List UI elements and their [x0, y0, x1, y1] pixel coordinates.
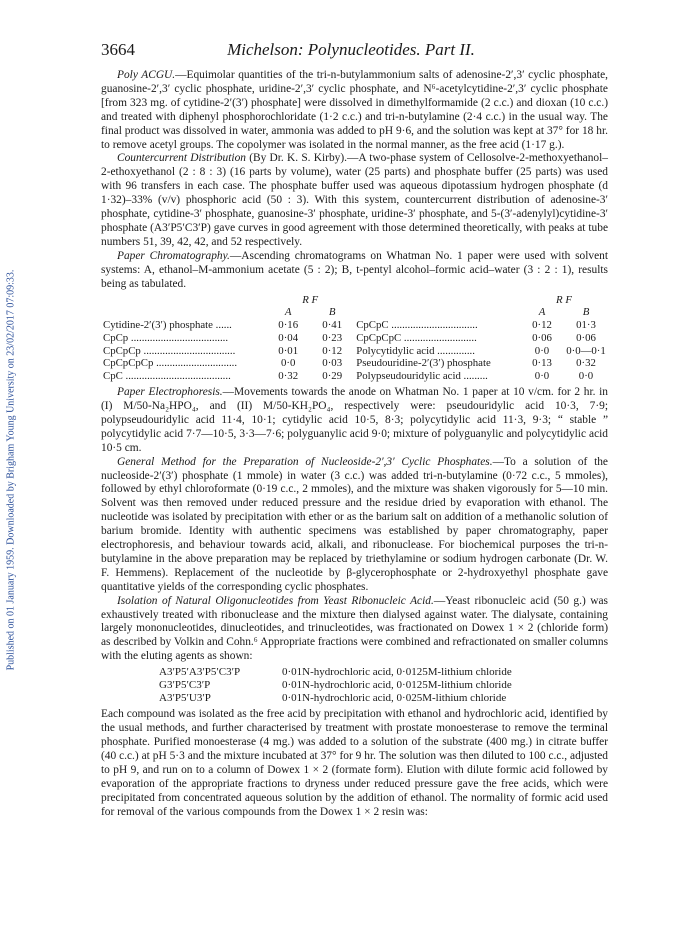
elution-agent: 0·01N-hydrochloric acid, 0·025M-lithium chloride	[282, 692, 507, 705]
page-number: 3664	[101, 40, 135, 59]
compound-right: Pseudouridine-2′(3′) phosphate	[356, 357, 491, 370]
compound-right: CpCpCpC ...........................	[356, 331, 477, 344]
rf-b-left: 0·41	[322, 319, 343, 332]
rf-values-table	[101, 294, 608, 384]
table-row	[101, 370, 608, 383]
col-b-left: B	[328, 306, 336, 319]
elution-compound: A3′P5′U3′P	[159, 692, 211, 705]
paragraph-lead: Paper Electrophoresis.	[117, 386, 223, 399]
list-item	[101, 692, 608, 705]
publication-watermark-text: Published on 01 January 1959. Downloaded by Brigham Young University on 23/02/2017 07:09:33.	[5, 269, 17, 671]
elution-compound: A3′P5′A3′P5′C3′P	[159, 666, 241, 679]
compound-right: CpCpC ................................	[356, 319, 478, 332]
publication-watermark	[4, 150, 18, 790]
rf-a-left: 0·16	[278, 319, 299, 332]
rf-b-right: 01·3	[576, 319, 596, 332]
rf-group-label-left: R F	[302, 293, 319, 306]
rf-b-left: 0·12	[322, 344, 343, 357]
paragraph-text: —Yeast ribonucleic acid (50 g.) was exhaustively treated with ribonuclease and the mixture then dialysed against water. The dialysate, containing largely mononucleotides, dinucleotides, and trinucleotides, was fractionated on Dowex 1 × 2 (chloride form) as described by Volkin and Cohn.⁶ Appropriate fractions were combined and refractionated on smaller columns with the eluting agents as shown:	[101, 594, 608, 663]
compound-left: CpCpCp ..................................	[103, 344, 236, 357]
rf-b-left: 0·03	[322, 357, 343, 370]
rf-b-left: 0·29	[322, 370, 343, 383]
rf-b-left: 0·23	[322, 331, 343, 344]
paragraph-electrophoresis	[101, 386, 608, 456]
paragraph-text: —To a solution of the nucleoside-2′(3′) phosphate (1 mmole) in water (3 c.c.) was added tri-n-butylamine (0·72 c.c., 5 mmoles), followed by ethyl chloroformate (0·19 c.c., 2 mmoles), and the mixture was shaken vigorously for 5—10 min. Solvent was then removed under reduced pressure and the residue dried by evaporation with ethanol. The nucleotide was isolated by precipitation with ether or as the barium salt on addition of a methanolic solution of barium bromide. Identity with authentic specimens was established by paper chromatography, paper electrophoresis, and behaviour towards acid, alkali, and ribonuclease. For biochemical purposes the tri-n-butylamine in the above preparation may be replaced by triethylamine or sodium hydrogen carbonate (Dr. W. F. Hemmens). Replacement of the nucleotide by β-glycerophosphate or 2-hydroxyethyl phosphate gave quantitative yields of the corresponding cyclic phosphates.	[101, 455, 608, 593]
table-header-row	[101, 306, 608, 319]
compound-right: Polycytidylic acid ..............	[356, 344, 475, 357]
rf-b-right: 0·0—0·1	[566, 344, 606, 357]
list-item	[101, 679, 608, 692]
rf-a-right: 0·06	[532, 331, 552, 344]
table-row	[101, 319, 608, 332]
rf-b-right: 0·0	[578, 370, 594, 383]
compound-left: CpCp ....................................	[103, 331, 229, 344]
col-a-right: A	[538, 306, 546, 319]
col-b-right: B	[582, 306, 590, 319]
paragraph-text: —Movements towards the anode on Whatman No. 1 paper at 10 v/cm. for 2 hr. in (I) M/50-Na₂HPO₄, and (II) M/50-KH₂PO₄, respectively were: pseudouridylic acid 10·3, 7·9; polypseudouridylic acid 11·4, 10·1; cytidylic acid 10·5, 8·3; polycytidylic acid 11·3, 9·3; “ stable ” polycytidylic acid 7·7—10·5, 3·3—7·6; polyguanylic acid 9·0; mixture of polyguanylic and polycytidylic acid 10·5 cm.	[101, 386, 608, 454]
paragraph-chromatography	[101, 250, 608, 292]
paragraph-lead: General Method for the Preparation of Nucleoside-2′,3′ Cyclic Phosphates.	[117, 455, 493, 468]
rf-a-left: 0·32	[278, 370, 299, 383]
table-row	[101, 345, 608, 358]
paragraph-lead: Isolation of Natural Oligonucleotides from Yeast Ribonucleic Acid.	[117, 594, 434, 607]
paragraph-lead: Poly ACGU.	[117, 69, 176, 81]
paragraph-poly-acgu	[101, 69, 608, 152]
compound-left: CpC .......................................	[103, 370, 231, 383]
page-header	[101, 40, 601, 64]
paragraph-lead: Paper Chromatography.	[117, 249, 230, 262]
elution-compound: G3′P5′C3′P	[159, 679, 211, 692]
table-row	[101, 357, 608, 370]
paragraph-text: (By Dr. K. S. Kirby).—A two-phase system of Cellosolve-2-methoxyethanol–2-ethoxyethanol (2 : 8 : 3) (16 parts by volume), water (25 parts) and phosphate buffer (25 parts) was used with 96 transfers in each case. The phosphate buffer used was aqueous dipotassium hydrogen phosphate (d 1·32)–33% (v/v) phosphoric acid (50 : 3). With this system, countercurrent distribution of adenosine-3′ phosphate, cytidine-3′ phosphate, guanosine-3′ phosphate, uridine-3′ phosphate, and 5-(3′-adenylyl)cytidine-3′ phosphate (A3′P5′C3′P) gave curves in good agreement with those determined theoretically, with peaks at tube numbers 51, 39, 42, 42, and 52 respectively.	[101, 152, 608, 248]
compound-left: Cytidine-2′(3′) phosphate ......	[103, 319, 232, 332]
col-a-left: A	[284, 306, 292, 319]
paragraph-text: Each compound was isolated as the free acid by precipitation with ethanol and hydrochloric acid, identified by the usual methods, and further characterised by treatment with prostate monoesterase to remove the terminal phosphate. Purified monoesterase (4 mg.) was added to a solution of the substrate (400 mg.) in citrate buffer (40 c.c.) at pH 5·3 and the mixture incubated at 37° for 9 hr. The solution was then diluted to 100 c.c., adjusted to pH 9, and run on to a column of Dowex 1 × 2 (formate form). Elution with dilute formic acid followed by evaporation of the appropriate fractions to dryness under reduced pressure gave the free acids, which were precipitated from concentrated aqueous solution by the addition of ethanol. The normality of formic acid used for removal of the various compounds from the Dowex 1 × 2 resin was:	[101, 708, 608, 818]
rf-a-left: 0·04	[278, 331, 299, 344]
paragraph-monoesterase	[101, 708, 608, 819]
article-body	[101, 69, 608, 819]
rf-group-label-right: R F	[556, 293, 572, 306]
table-header-group	[101, 294, 608, 307]
rf-a-left: 0·0	[281, 357, 296, 370]
paragraph-text: —Equimolar quantities of the tri-n-butylammonium salts of adenosine-2′,3′ cyclic phosphate, guanosine-2′,3′ cyclic phosphate, uridine-2′,3′ cyclic phosphate, and N⁶-acetylcytidine-2′,3′ cyclic phosphate [from 323 mg. of cytidine-2′(3′) phosphate] were dissolved in dimethylformamide (2 c.c.) and dioxan (10 c.c.) and treated with diphenyl phosphorochloridate (1·2 c.c.) and tri-n-butylamine (2·4 c.c.) in the usual way. The final product was dissolved in water, ammonia was added to pH 9·6, and the solution was kept at 37° for 18 hr. to remove acetyl groups. The copolymer was isolated in the normal manner, as the free acid (1·17 g.).	[101, 69, 609, 151]
paragraph-lead: Countercurrent Distribution	[117, 152, 246, 165]
list-item	[101, 666, 608, 679]
paragraph-countercurrent	[101, 152, 608, 249]
rf-b-right: 0·32	[576, 357, 596, 370]
rf-a-right: 0·12	[532, 319, 552, 332]
elution-list	[101, 666, 608, 705]
rf-a-right: 0·13	[532, 357, 552, 370]
paragraph-general-method	[101, 456, 608, 595]
rf-b-right: 0·06	[576, 331, 596, 344]
paragraph-text: —Ascending chromatograms on Whatman No. 1 paper were used with solvent systems: A, ethanol–M-ammonium acetate (5 : 2); B, t-pentyl alcohol–formic acid–water (3 : 2 : 1), results being as tabulated.	[101, 249, 609, 290]
rf-a-right: 0·0	[534, 370, 550, 383]
compound-left: CpCpCpCp ..............................	[103, 357, 238, 370]
elution-agent: 0·01N-hydrochloric acid, 0·0125M-lithium chloride	[282, 666, 512, 679]
running-title: Michelson: Polynucleotides. Part II.	[227, 40, 475, 59]
table-row	[101, 332, 608, 345]
compound-right: Polypseudouridylic acid .........	[356, 370, 488, 383]
elution-agent: 0·01N-hydrochloric acid, 0·0125M-lithium chloride	[282, 679, 512, 692]
rf-a-right: 0·0	[534, 344, 550, 357]
rf-a-left: 0·01	[278, 344, 299, 357]
paragraph-isolation	[101, 595, 608, 665]
